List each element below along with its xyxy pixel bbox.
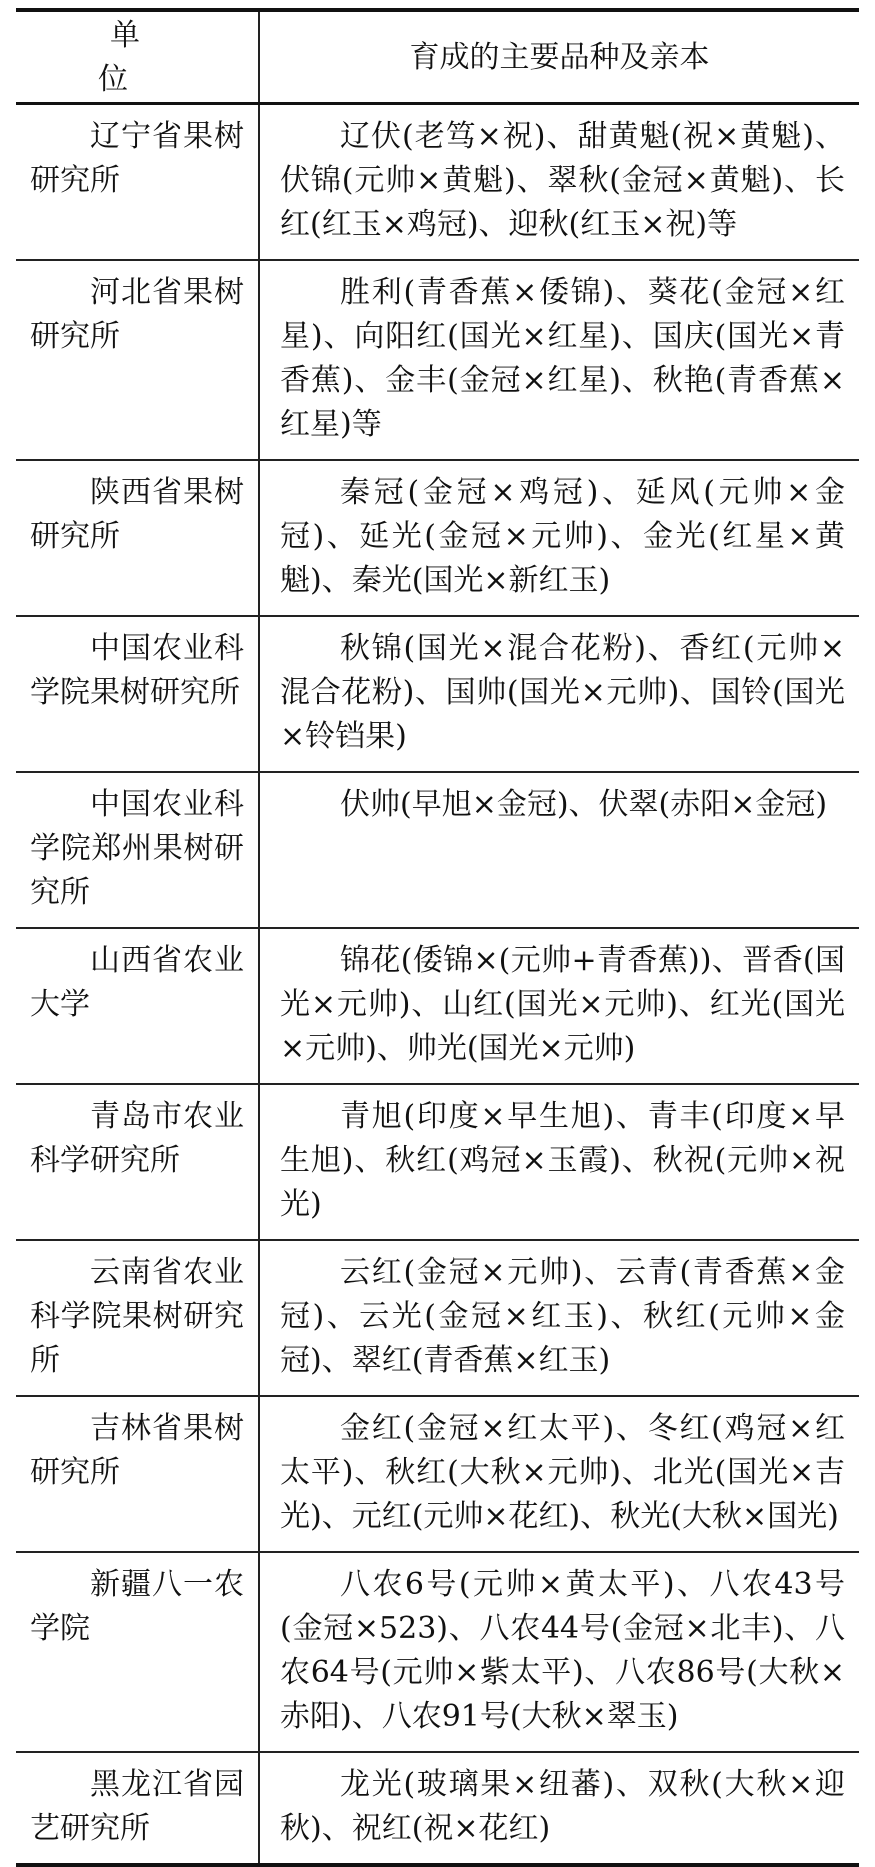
varieties-cell [259,1752,859,1865]
varieties-text: 龙光(玻璃果×纽蕃)、双秋(大秋×迎秋)、祝红(祝×花红) [280,1767,845,1846]
unit-cell [16,1240,259,1396]
table-row [16,928,859,1084]
unit-cell [16,1084,259,1240]
varieties-cell [259,1084,859,1240]
table-row [16,1396,859,1552]
table-row [16,616,859,772]
unit-text: 辽宁省果树研究所 [30,119,244,198]
unit-cell [16,1396,259,1552]
breeding-table [16,8,859,1867]
varieties-cell [259,260,859,460]
table-row [16,1240,859,1396]
table-header [16,10,859,104]
varieties-cell [259,460,859,616]
varieties-text: 秦冠(金冠×鸡冠)、延风(元帅×金冠)、延光(金冠×元帅)、金光(红星×黄魁)、秦光(国光×新红玉) [280,475,845,598]
unit-text: 云南省农业科学院果树研究所 [30,1255,244,1378]
varieties-text: 云红(金冠×元帅)、云青(青香蕉×金冠)、云光(金冠×红玉)、秋红(元帅×金冠)、翠红(青香蕉×红玉) [280,1255,845,1378]
table-row [16,1084,859,1240]
varieties-cell [259,1552,859,1752]
unit-text: 黑龙江省园艺研究所 [30,1767,244,1846]
header-varieties: 育成的主要品种及亲本 [259,10,859,104]
varieties-cell [259,928,859,1084]
varieties-text: 辽伏(老笃×祝)、甜黄魁(祝×黄魁)、伏锦(元帅×黄魁)、翠秋(金冠×黄魁)、长红(红玉×鸡冠)、迎秋(红玉×祝)等 [280,119,845,242]
unit-cell [16,1552,259,1752]
unit-cell [16,928,259,1084]
breeding-table-container [16,8,859,1867]
unit-cell [16,616,259,772]
table-row [16,104,859,261]
varieties-cell [259,772,859,928]
unit-text: 山西省农业大学 [30,943,244,1022]
table-row [16,1552,859,1752]
varieties-text: 八农6号(元帅×黄太平)、八农43号(金冠×523)、八农44号(金冠×北丰)、八农64号(元帅×紫太平)、八农86号(大秋×赤阳)、八农91号(大秋×翠玉) [280,1567,845,1734]
varieties-text: 秋锦(国光×混合花粉)、香红(元帅×混合花粉)、国帅(国光×元帅)、国铃(国光×铃铛果) [280,631,845,754]
unit-text: 新疆八一农学院 [30,1567,244,1646]
unit-text: 青岛市农业科学研究所 [30,1099,244,1178]
unit-text: 中国农业科学院果树研究所 [30,631,244,710]
varieties-text: 胜利(青香蕉×倭锦)、葵花(金冠×红星)、向阳红(国光×红星)、国庆(国光×青香蕉)、金丰(金冠×红星)、秋艳(青香蕉×红星)等 [280,275,845,442]
varieties-cell [259,616,859,772]
varieties-text: 锦花(倭锦×(元帅+青香蕉))、晋香(国光×元帅)、山红(国光×元帅)、红光(国光×元帅)、帅光(国光×元帅) [280,943,845,1066]
table-row [16,772,859,928]
header-row [16,10,859,104]
table-row [16,260,859,460]
header-unit: 单 位 [98,18,266,97]
table-row [16,460,859,616]
varieties-text: 青旭(印度×早生旭)、青丰(印度×早生旭)、秋红(鸡冠×玉霞)、秋祝(元帅×祝光) [280,1099,845,1222]
varieties-text: 金红(金冠×红太平)、冬红(鸡冠×红太平)、秋红(大秋×元帅)、北光(国光×吉光)、元红(元帅×花红)、秋光(大秋×国光) [280,1411,845,1534]
unit-text: 吉林省果树研究所 [30,1411,244,1490]
varieties-cell [259,104,859,261]
unit-text: 陕西省果树研究所 [30,475,244,554]
unit-text: 中国农业科学院郑州果树研究所 [30,787,244,910]
unit-cell [16,772,259,928]
unit-text: 河北省果树研究所 [30,275,244,354]
unit-cell [16,460,259,616]
unit-cell [16,104,259,261]
varieties-text: 伏帅(早旭×金冠)、伏翠(赤阳×金冠) [340,787,828,822]
varieties-cell [259,1396,859,1552]
table-row [16,1752,859,1865]
unit-cell [16,260,259,460]
varieties-cell [259,1240,859,1396]
table-body [16,104,859,1866]
unit-cell [16,1752,259,1865]
